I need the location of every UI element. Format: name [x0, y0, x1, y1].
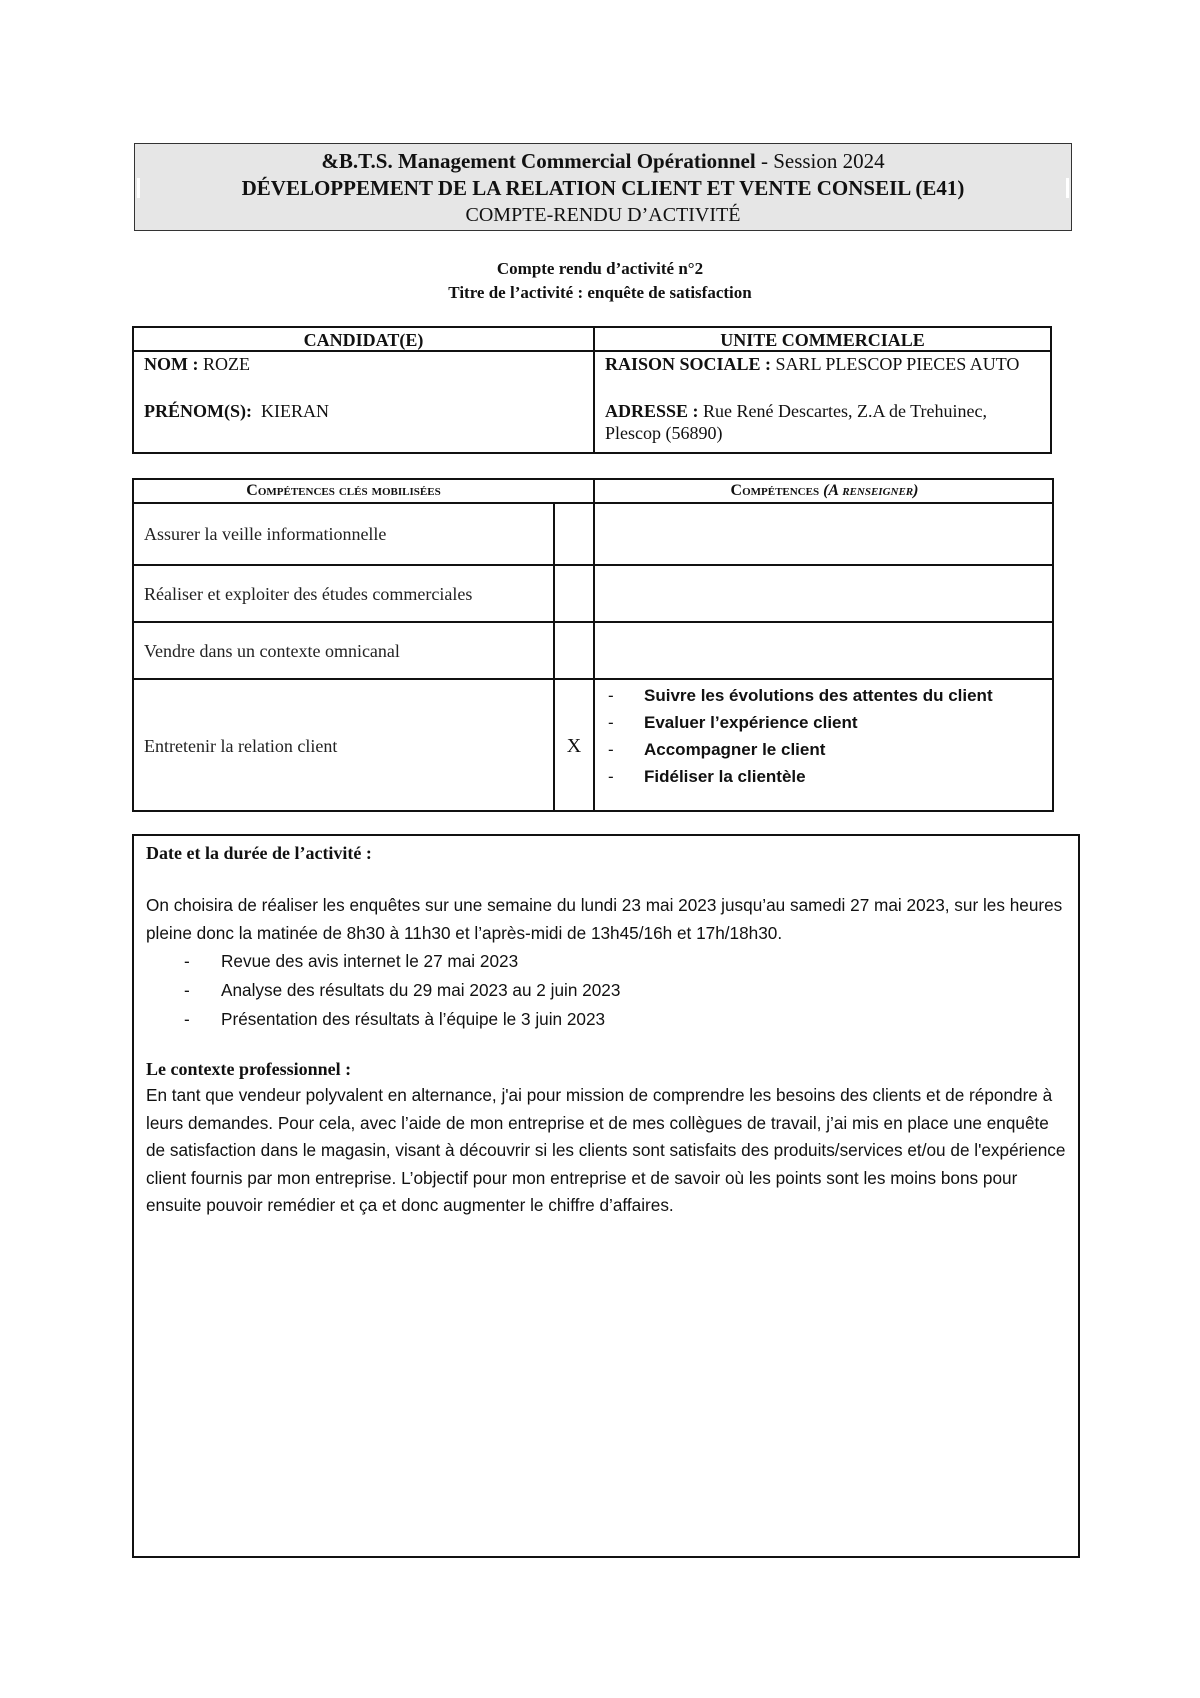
- skill-mark-4: X: [566, 735, 582, 757]
- competences-cles-header: Compétences clés mobilisées: [246, 482, 441, 499]
- column-divider: [593, 480, 595, 810]
- header-divider: [134, 350, 1050, 352]
- header-line-3: COMPTE-RENDU D’ACTIVITÉ: [465, 204, 741, 226]
- detail-text: Suivre les évolutions des attentes du client: [644, 686, 993, 705]
- competences-header: [595, 482, 1054, 500]
- activity-description-box: [132, 834, 1080, 1558]
- header-edge-mark-right: [1066, 178, 1069, 198]
- list-item: [146, 947, 1066, 976]
- candidate-header: CANDIDAT(E): [303, 330, 424, 350]
- nom-label: NOM :: [144, 354, 199, 374]
- header-line-1: [135, 148, 1071, 174]
- list-item: [146, 1005, 1066, 1034]
- list-item: [604, 682, 993, 709]
- detail-text: Evaluer l’expérience client: [644, 713, 858, 732]
- detail-text: Accompagner le client: [644, 740, 826, 759]
- bullet-text: Présentation des résultats à l’équipe le 3 juin 2023: [221, 1009, 606, 1029]
- header-session: - Session 2024: [755, 149, 885, 173]
- header-edge-mark-left: [137, 178, 140, 198]
- spacer: [146, 1034, 1066, 1056]
- list-dash: -: [608, 686, 614, 705]
- raison-sociale-field: [605, 353, 1025, 375]
- list-item: [604, 736, 993, 763]
- nom-value: ROZE: [198, 354, 250, 374]
- column-divider: [593, 328, 595, 452]
- skill-row-2: Réaliser et exploiter des études commerciales: [144, 584, 473, 604]
- activity-title: Titre de l’activité : enquête de satisfaction: [448, 283, 752, 302]
- date-paragraph: On choisira de réaliser les enquêtes sur une semaine du lundi 23 mai 2023 jusqu’au samedi 27 mai 2023, sur les heures pleine donc la matinée de 8h30 à 11h30 et l’après-midi de 13h45/16h et 17h/18h30.: [146, 895, 1063, 943]
- header-exam-title: &B.T.S. Management Commercial Opérationnel: [321, 149, 756, 173]
- skill-row-3: Vendre dans un contexte omnicanal: [144, 641, 400, 661]
- adresse-value: Rue René Descartes, Z.A de Trehuinec, Plescop (56890): [605, 401, 987, 443]
- adresse-field: [605, 400, 1025, 444]
- prenom-value: KIERAN: [251, 401, 329, 421]
- competences-table: [132, 478, 1054, 812]
- context-paragraph: En tant que vendeur polyvalent en alternance, j'ai pour mission de comprendre les besoins des clients et de répondre à leurs demandes. Pour cela, avec l’aide de mon entreprise et de mes collègues de travail, j’ai mis en place une enquête de satisfaction dans le magasin, visant à découvrir si les clients sont satisfaits des produits/services et/ou de l'expérience client fournis par mon entreprise. L’objectif pour mon entreprise et de savoir où les points sont les moins bons pour ensuite pouvoir remédier et ça et donc augmenter le chiffre d’affaires.: [146, 1085, 1066, 1215]
- competences-header-main: Compétences: [730, 482, 820, 499]
- skill-row-4: Entretenir la relation client: [144, 736, 338, 756]
- list-dash: -: [608, 740, 614, 759]
- list-dash: -: [184, 951, 190, 971]
- nom-field: [144, 353, 250, 375]
- raison-value: SARL PLESCOP PIECES AUTO: [771, 354, 1020, 374]
- detail-text: Fidéliser la clientèle: [644, 767, 806, 786]
- schedule-list: [146, 947, 1066, 1034]
- list-dash: -: [184, 1009, 190, 1029]
- bullet-text: Revue des avis internet le 27 mai 2023: [221, 951, 519, 971]
- exam-header: [134, 143, 1072, 231]
- competences-header-note: (A renseigner): [823, 482, 919, 499]
- activity-title-block: [0, 257, 1200, 305]
- header-line-2: DÉVELOPPEMENT DE LA RELATION CLIENT ET VENTE CONSEIL (E41): [241, 176, 965, 200]
- spacer: [146, 866, 1066, 892]
- list-item: [604, 709, 993, 736]
- unit-header: UNITE COMMERCIALE: [720, 330, 925, 350]
- list-dash: -: [608, 767, 614, 786]
- candidate-table: [132, 326, 1052, 454]
- bullet-text: Analyse des résultats du 29 mai 2023 au 2 juin 2023: [221, 980, 621, 1000]
- list-dash: -: [184, 980, 190, 1000]
- column-divider: [553, 502, 555, 810]
- prenom-label: PRÉNOM(S):: [144, 401, 252, 421]
- context-heading: Le contexte professionnel :: [146, 1059, 352, 1079]
- activity-number: Compte rendu d’activité n°2: [496, 259, 704, 278]
- competence-detail-list: [604, 682, 993, 790]
- skill-row-1: Assurer la veille informationnelle: [144, 524, 387, 544]
- raison-label: RAISON SOCIALE :: [605, 354, 772, 374]
- adresse-label: ADRESSE :: [605, 401, 699, 421]
- list-item: [146, 976, 1066, 1005]
- prenom-field: [144, 400, 329, 422]
- date-heading: Date et la durée de l’activité :: [146, 843, 372, 863]
- list-dash: -: [608, 713, 614, 732]
- list-item: [604, 763, 993, 790]
